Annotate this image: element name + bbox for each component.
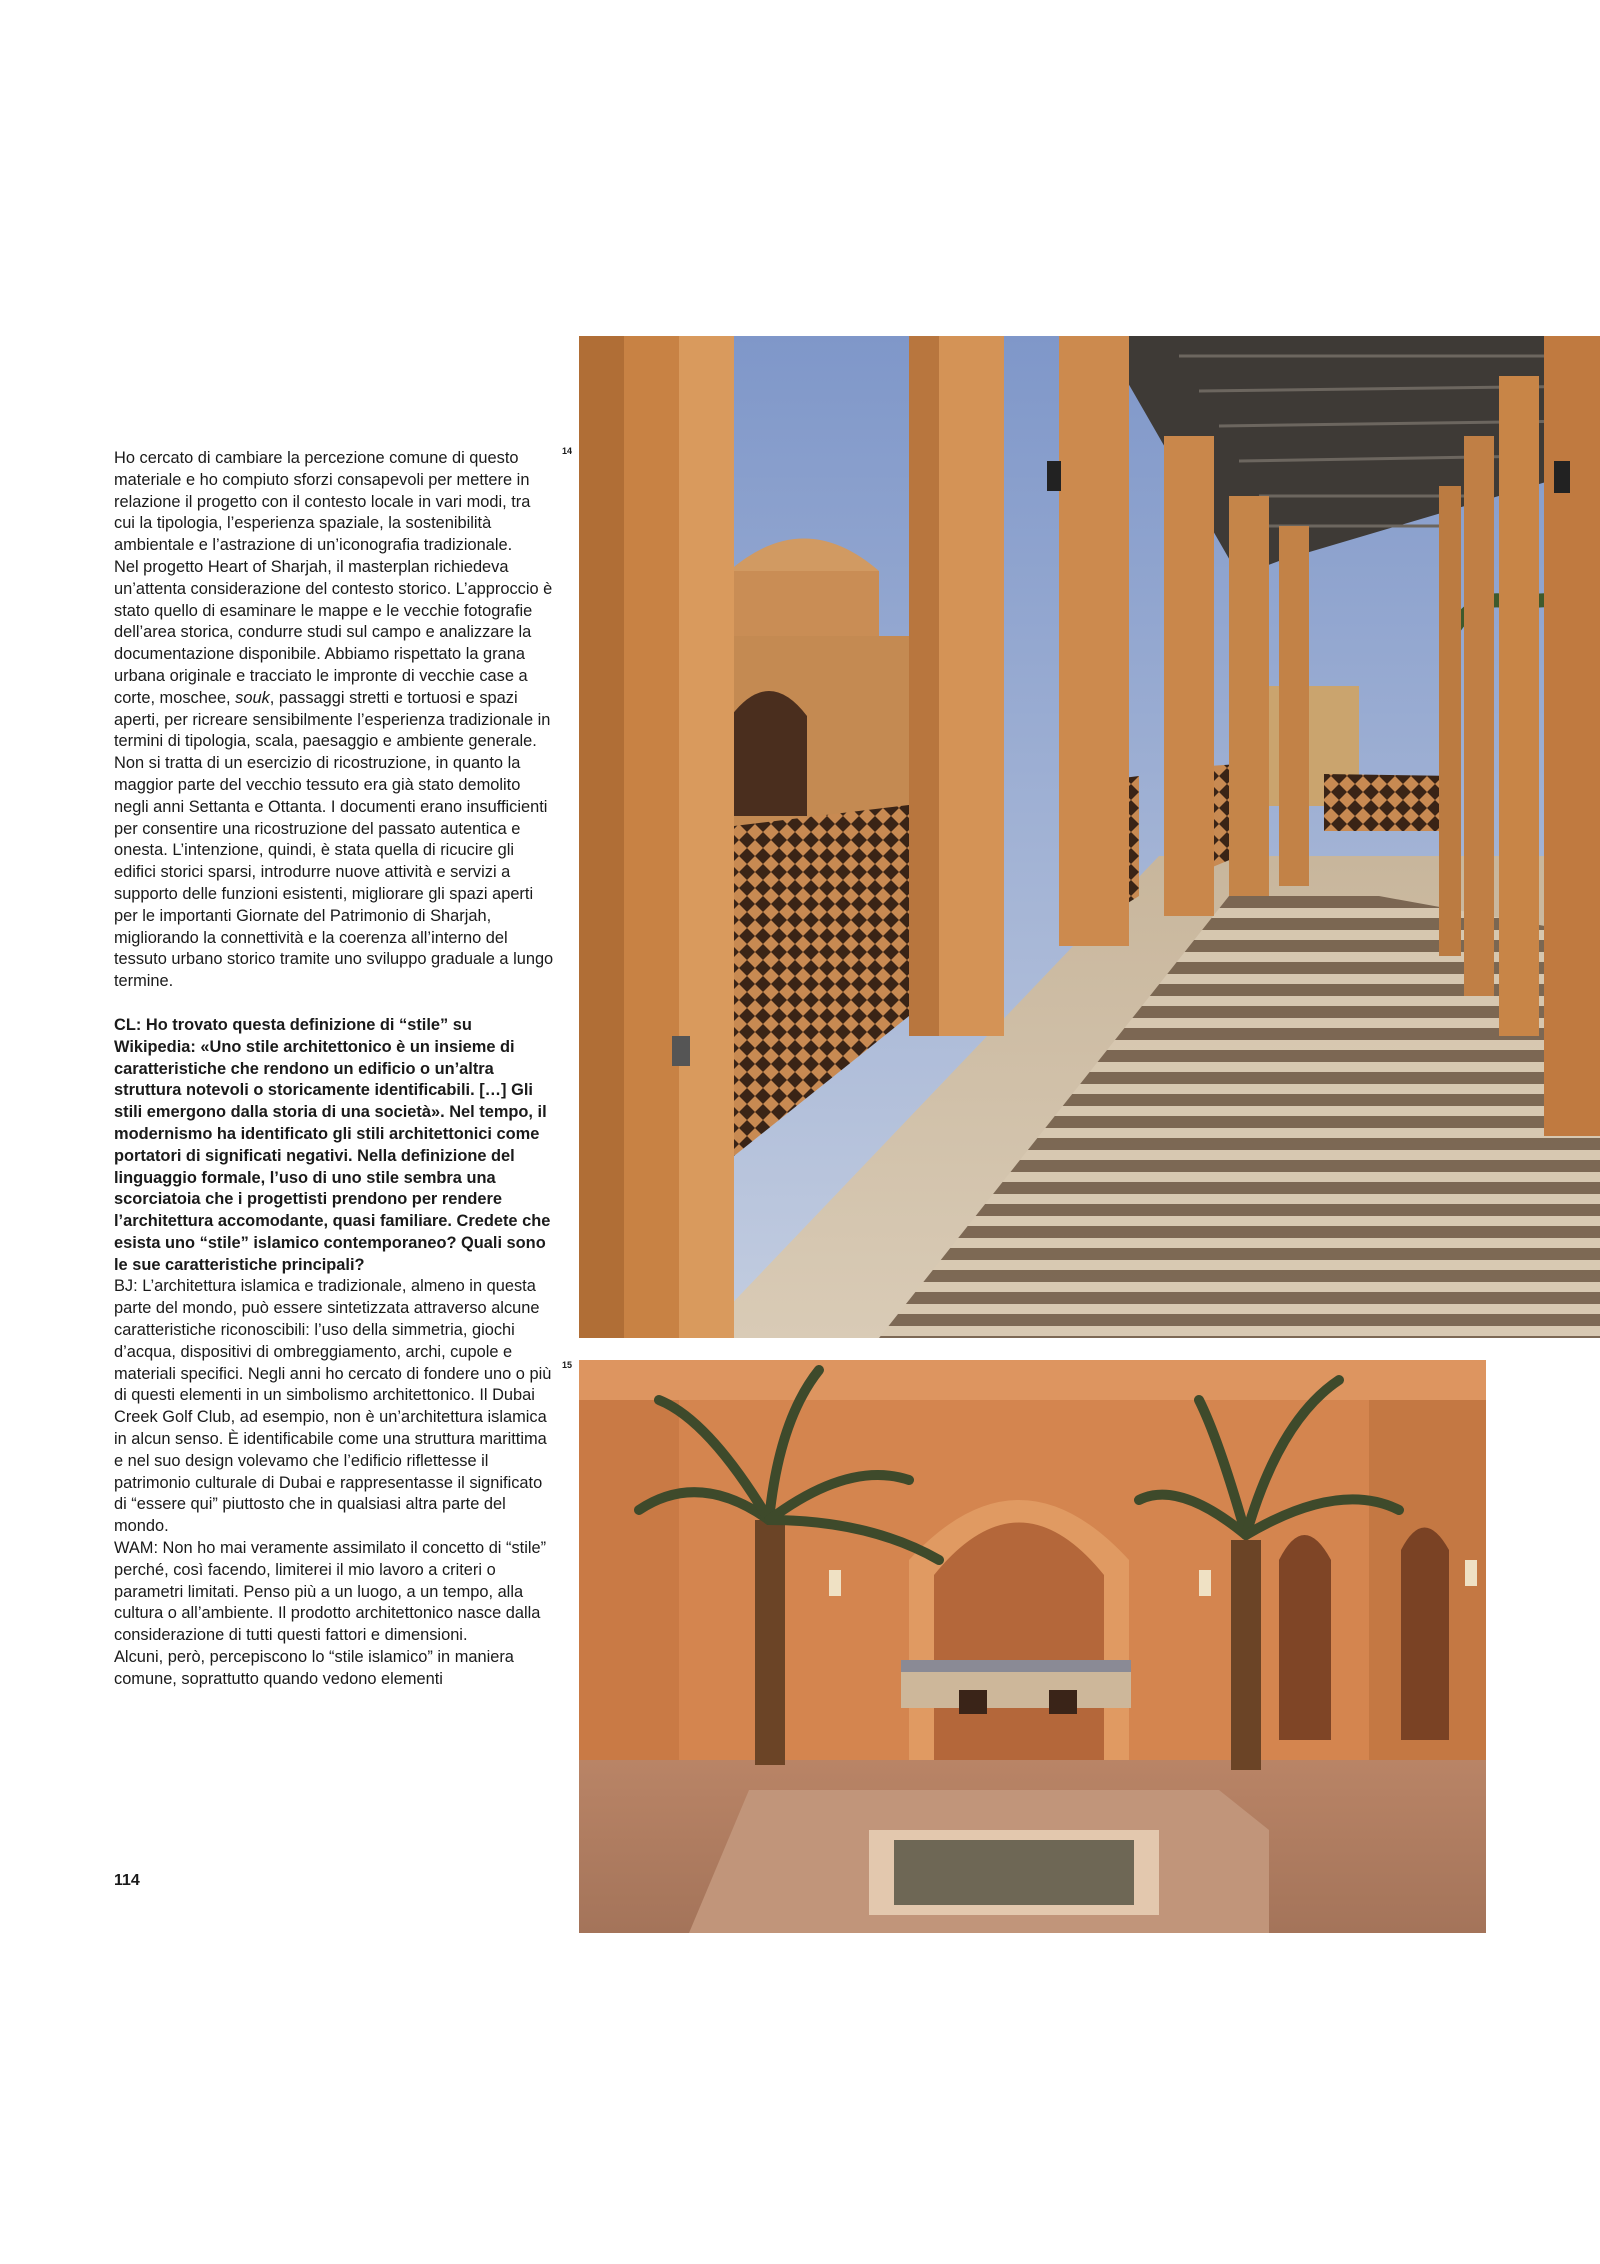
figure-14-number: 14 xyxy=(562,446,573,456)
article-column xyxy=(114,448,554,1691)
figure-14-photo-arcade xyxy=(579,336,1600,1338)
paragraph-part-b: , passaggi stretti e tortuosi e spazi aperti, per ricreare sensibilmente l’esperienza tradizionale in termini di tipologia, scala, paesaggio e ambiente generale. Non si tratta di un esercizio di ricostruzione, in quanto la maggior parte del vecchio tessuto era già stato demolito negli anni Settanta e Ottanta. I documenti erano insufficienti per consentire una ricostruzione del passato autentica e onesta. L’intenzione, quindi, è stata quella di ricucire gli edifici storici sparsi, introdurre nuove attività e servizi a supporto delle funzioni esistenti, migliorare gli spazi aperti per le importanti Giornate del Patrimonio di Sharjah, migliorando la connettività e la coerenza all’interno del tessuto urbano storico tramite uno sviluppo graduale a lungo termine. xyxy=(114,688,554,991)
souk-term: souk xyxy=(235,688,270,707)
page-number: 114 xyxy=(114,1872,140,1889)
paragraph-heart-of-sharjah xyxy=(114,557,554,993)
figure-15-number: 15 xyxy=(562,1360,573,1370)
interview-answer-bj: BJ: L’architettura islamica e tradizionale, almeno in questa parte del mondo, può essere sintetizzata attraverso alcune caratteristiche riconoscibili: l’uso della simmetria, giochi d’acqua, dispositivi di ombreggiamento, archi, cupole e materiali specifici. Negli anni ho cercato di fondere uno o più di questi elementi in un simbolismo architettonico. Il Dubai Creek Golf Club, ad esempio, non è un’architettura islamica in alcun senso. È identificabile come una struttura marittima e nel suo design volevamo che l’edificio riflettesse il patrimonio culturale di Dubai e rappresentasse il significato di “essere qui” piuttosto che in qualsiasi altra parte del mondo. xyxy=(114,1277,552,1536)
interview-question-cl: CL: Ho trovato questa definizione di “stile” su Wikipedia: «Uno stile architettonico è un insieme di caratteristiche che rendono un edificio o un’altra struttura notevoli o storicamente identificabili. […] Gli stili emergono dalla storia di una società». Nel tempo, il modernismo ha identificato gli stili architettonici come portatori di significati negativi. Nella definizione del linguaggio formale, l’uso di uno stile sembra una scorciatoia che i progettisti prendono per rendere l’architettura accomodante, quasi familiare. Credete che esista uno “stile” islamico contemporaneo? Quali sono le sue caratteristiche principali? xyxy=(114,1015,551,1274)
paragraph-continuation: Alcuni, però, percepiscono lo “stile islamico” in maniera comune, soprattutto quando vedono elementi xyxy=(114,1648,514,1688)
figure-15-photo-courtyard xyxy=(579,1360,1486,1933)
paragraph-part-a: Nel progetto Heart of Sharjah, il masterplan richiedeva un’attenta considerazione del contesto storico. L’approccio è stato quello di esaminare le mappe e le vecchie fotografie dell’area storica, condurre studi sul campo e analizzare la documentazione disponibile. Abbiamo rispettato la grana urbana originale e tracciato le impronte di vecchie case a corte, moschee, xyxy=(114,557,553,707)
paragraph-intro: Ho cercato di cambiare la percezione comune di questo materiale e ho compiuto sforzi consapevoli per mettere in relazione il progetto con il contesto locale in vari modi, tra cui la tipologia, l’esperienza spaziale, la sostenibilità ambientale e l’astrazione di un’iconografia tradizionale. xyxy=(114,449,531,555)
interview-answer-wam: WAM: Non ho mai veramente assimilato il concetto di “stile” perché, così facendo, limiterei il mio lavoro a criteri o parametri limitati. Penso più a un luogo, a un tempo, alla cultura o all’ambiente. Il prodotto architettonico nasce dalla considerazione di tutti questi fattori e dimensioni. xyxy=(114,1539,547,1645)
